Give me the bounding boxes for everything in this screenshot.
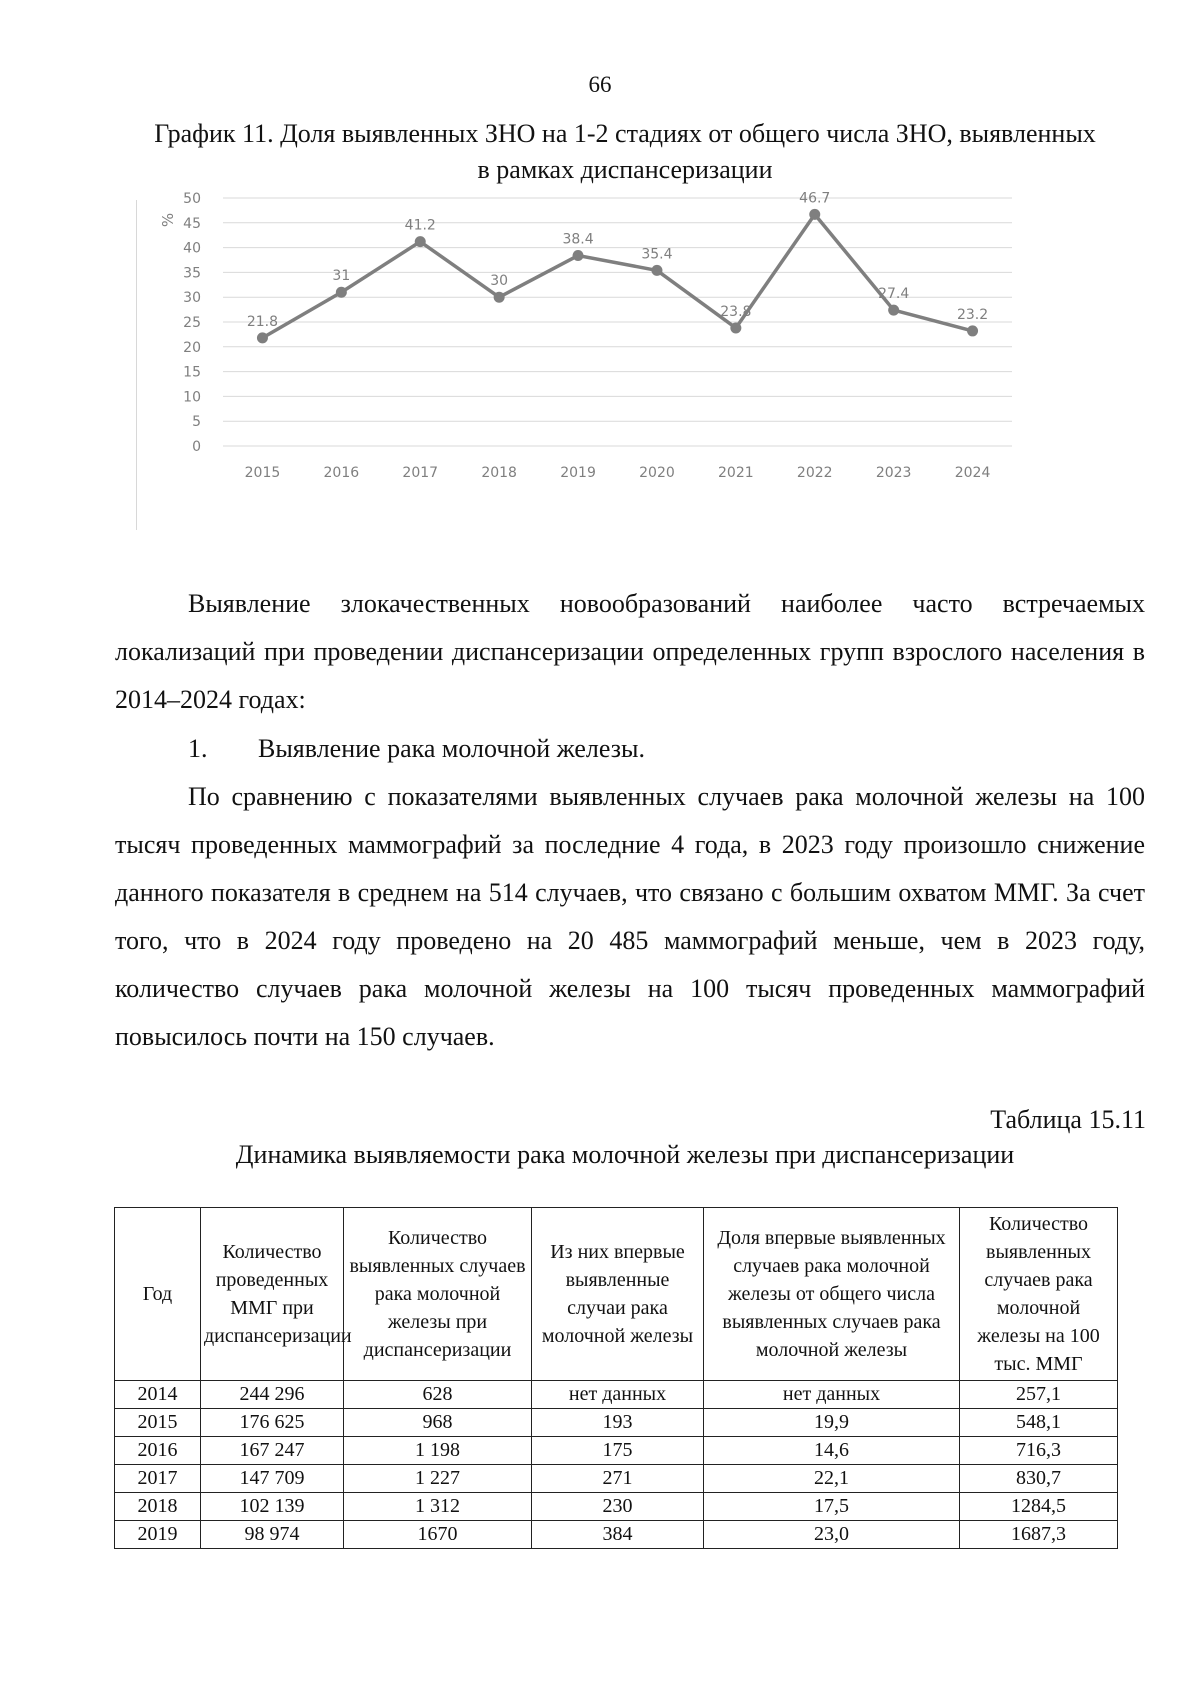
data-label: 21.8	[246, 313, 279, 330]
column-header: Из них впервые выявленные случаи рака молочной железы	[532, 1208, 704, 1381]
column-header: Доля впервые выявленных случаев рака молочной железы от общего числа выявленных случаев рака молочной железы	[704, 1208, 960, 1381]
data-point	[494, 292, 505, 303]
y-tick-label: 35	[183, 265, 201, 282]
table-cell: 22,1	[704, 1465, 960, 1493]
column-header: Год	[115, 1208, 201, 1381]
table-cell: 1284,5	[960, 1493, 1118, 1521]
data-point	[573, 250, 584, 261]
table-cell: 14,6	[704, 1437, 960, 1465]
table-cell: 830,7	[960, 1465, 1118, 1493]
data-table	[114, 1207, 1118, 1549]
table-cell: 176 625	[201, 1409, 344, 1437]
data-label: 23.2	[956, 306, 989, 323]
x-tick-label: 2020	[639, 465, 675, 481]
data-point	[336, 287, 347, 298]
y-axis-label: %	[159, 212, 177, 228]
table-title: Динамика выявляемости рака молочной железы при диспансеризации	[235, 1140, 1015, 1169]
table-cell: 193	[532, 1409, 704, 1437]
data-point	[415, 236, 426, 247]
x-tick-label: 2024	[954, 465, 991, 481]
table-row	[115, 1493, 1118, 1521]
table-cell: 167 247	[201, 1437, 344, 1465]
data-label: 27.4	[878, 286, 910, 303]
table-cell: 19,9	[704, 1409, 960, 1437]
column-header: Количество выявленных случаев рака молочной железы при диспансеризации	[344, 1208, 532, 1381]
data-label: 31	[332, 268, 351, 285]
data-label: 46.7	[799, 190, 831, 207]
table-cell: нет данных	[532, 1381, 704, 1409]
x-tick-label: 2017	[402, 465, 439, 481]
x-tick-label: 2022	[796, 465, 833, 481]
data-point	[257, 332, 268, 343]
y-tick-label: 25	[183, 315, 201, 331]
table-cell: 716,3	[960, 1437, 1118, 1465]
y-tick-label: 5	[192, 414, 201, 431]
table-cell: 2015	[115, 1409, 201, 1437]
list-item-text: Выявление рака молочной железы.	[258, 734, 645, 763]
table-number: Таблица 15.11	[990, 1105, 1146, 1134]
table-row	[115, 1409, 1118, 1437]
chart-caption	[100, 116, 1150, 188]
data-point	[651, 265, 662, 276]
y-tick-label: 10	[183, 389, 201, 406]
table-cell: 2016	[115, 1437, 201, 1465]
data-point	[809, 209, 820, 220]
table-cell: 1 198	[344, 1437, 532, 1465]
y-tick-label: 40	[183, 240, 201, 257]
line-chart	[136, 190, 1105, 530]
table-cell: 1 312	[344, 1493, 532, 1521]
x-tick-label: 2021	[718, 465, 754, 481]
table-cell: 175	[532, 1437, 704, 1465]
table-cell: 628	[344, 1381, 532, 1409]
chart-caption-line-2: в рамках диспансеризации	[477, 155, 773, 184]
column-header: Количество выявленных случаев рака молочной железы на 100 тыс. ММГ	[960, 1208, 1118, 1381]
table-cell: 98 974	[201, 1521, 344, 1549]
table-cell: 271	[532, 1465, 704, 1493]
table-body	[115, 1381, 1118, 1549]
table-row	[115, 1521, 1118, 1549]
table-cell: 384	[532, 1521, 704, 1549]
y-tick-label: 20	[183, 339, 201, 356]
y-tick-label: 50	[183, 191, 201, 207]
table-cell: 2018	[115, 1493, 201, 1521]
list-item-1	[188, 725, 645, 773]
table-cell: 1670	[344, 1521, 532, 1549]
table-cell: 968	[344, 1409, 532, 1437]
table-cell: 257,1	[960, 1381, 1118, 1409]
column-header: Количество проведенных ММГ при диспансеризации	[201, 1208, 344, 1381]
table-cell: 548,1	[960, 1409, 1118, 1437]
table-cell: 1687,3	[960, 1521, 1118, 1549]
data-label: 30	[490, 273, 509, 290]
y-tick-label: 45	[183, 215, 201, 232]
table-row	[115, 1465, 1118, 1493]
paragraph-intro: Выявление злокачественных новообразований наиболее часто встречаемых локализаций при проведении диспансеризации определенных групп взрослого населения в 2014–2024 годах:	[115, 589, 1145, 714]
table-row	[115, 1437, 1118, 1465]
x-tick-label: 2019	[560, 465, 596, 481]
x-tick-label: 2016	[323, 465, 360, 481]
data-point	[967, 325, 978, 336]
table-header-row	[115, 1208, 1118, 1381]
y-tick-label: 15	[183, 364, 201, 381]
page-number: 66	[588, 72, 612, 97]
data-label: 23.8	[720, 303, 752, 320]
table-cell: 2019	[115, 1521, 201, 1549]
table-cell: 2014	[115, 1381, 201, 1409]
data-point	[888, 305, 899, 316]
chart-svg	[137, 190, 1105, 530]
table-cell: 244 296	[201, 1381, 344, 1409]
chart-caption-line-1: График 11. Доля выявленных ЗНО на 1-2 стадиях от общего числа ЗНО, выявленных	[154, 119, 1096, 148]
table-cell: 2017	[115, 1465, 201, 1493]
y-tick-label: 0	[192, 439, 201, 455]
data-label: 41.2	[404, 217, 436, 234]
table-cell: 102 139	[201, 1493, 344, 1521]
x-tick-label: 2023	[875, 465, 912, 481]
table-cell: 147 709	[201, 1465, 344, 1493]
x-tick-label: 2018	[481, 465, 517, 481]
table-row	[115, 1381, 1118, 1409]
y-tick-label: 30	[183, 290, 201, 307]
series-line	[262, 214, 972, 338]
paragraph-mammography: По сравнению с показателями выявленных случаев рака молочной железы на 100 тысяч проведенных маммографий за последние 4 года, в 2023 году произошло снижение данного показателя в среднем на 514 случаев, что связано с большим охватом ММГ. За счет того, что в 2024 году проведено на 20 485 маммографий меньше, чем в 2023 году, количество случаев рака молочной железы на 100 тысяч проведенных маммографий повысилось почти на 150 случаев.	[115, 782, 1145, 1051]
table-cell: 1 227	[344, 1465, 532, 1493]
table-cell: 23,0	[704, 1521, 960, 1549]
data-label: 35.4	[641, 246, 673, 263]
table-cell: 17,5	[704, 1493, 960, 1521]
table-cell: 230	[532, 1493, 704, 1521]
table-cell: нет данных	[704, 1381, 960, 1409]
list-item-number: 1.	[188, 734, 208, 763]
data-label: 38.4	[562, 231, 594, 248]
data-point	[730, 322, 741, 333]
x-tick-label: 2015	[244, 465, 281, 481]
